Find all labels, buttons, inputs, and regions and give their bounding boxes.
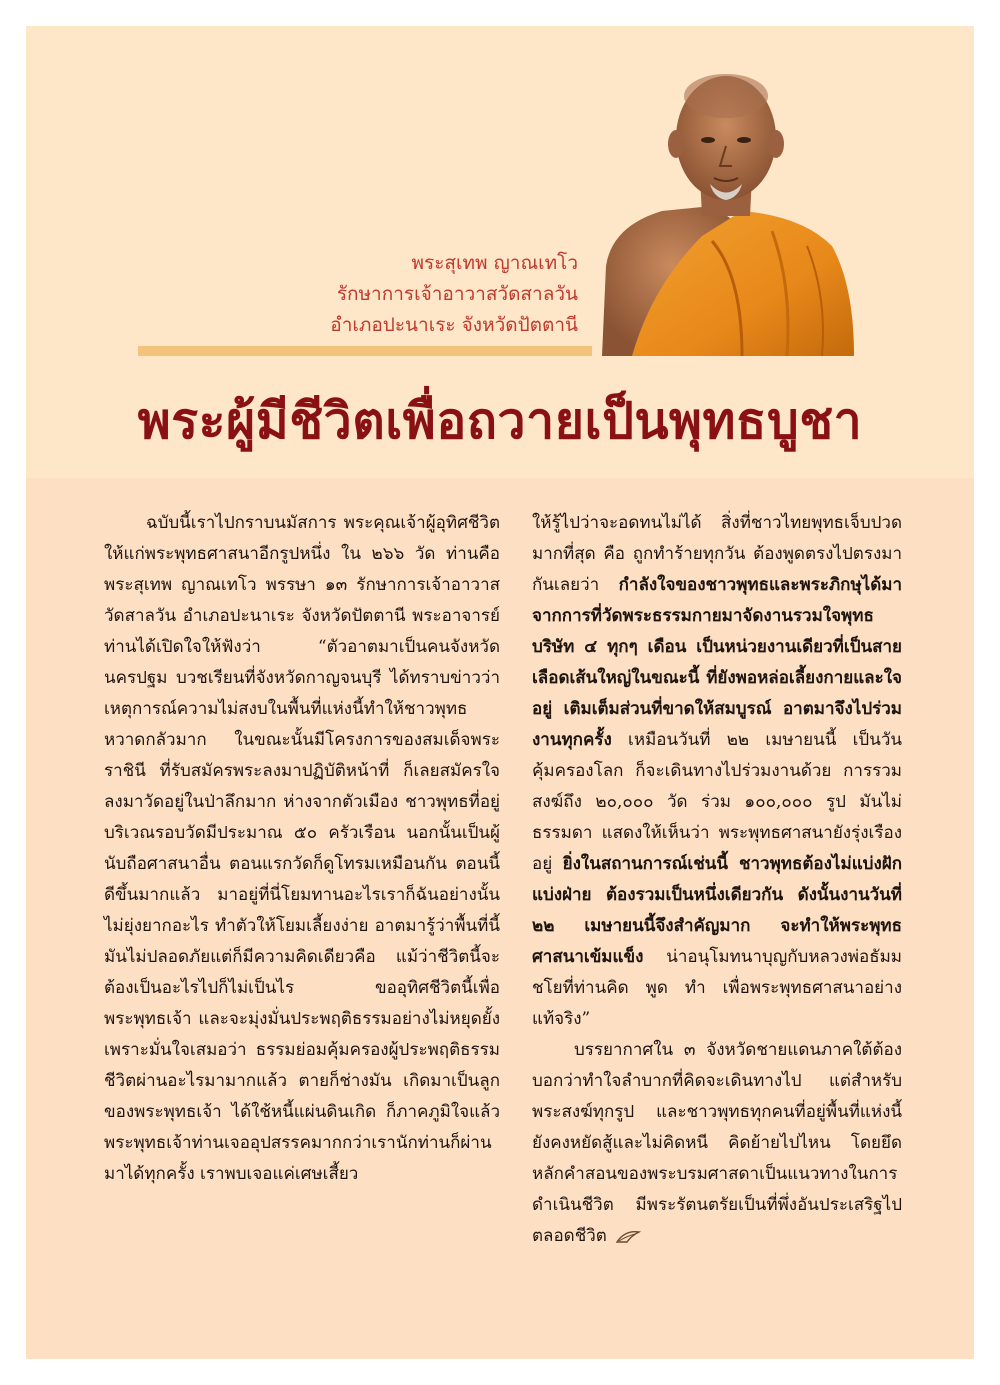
article-paragraph — [532, 508, 902, 1035]
caption-position: รักษาการเจ้าอาวาสวัดสาลวัน — [336, 283, 578, 305]
article-paragraph — [532, 1035, 902, 1252]
paragraph-bold-text: ยิ่งในสถานการณ์เช่นนี้ ชาวพุทธต้องไม่แบ่งฝักแบ่งฝ่าย ต้องรวมเป็นหนึ่งเดียวกัน ดังนั้นงานวันที่ ๒๒ เมษายนนี้จึงสำคัญมาก จะทำให้พระพุทธศาสนาเข้มแข็ง — [532, 854, 902, 967]
paragraph-text: ให้รู้ไปว่าจะอดทนไม่ได้ สิ่งที่ชาวไทยพุทธเจ็บปวดมากที่สุด คือ ถูกทำร้ายทุกวัน ต้องพูดตรงไปตรงมากันเลยว่า — [532, 513, 902, 595]
caption-location: อำเภอปะนาเระ จังหวัดปัตตานี — [330, 314, 578, 336]
article-title: พระผู้มีชีวิตเพื่อถวายเป็นพุทธบูชา — [137, 392, 863, 450]
header-band — [26, 26, 974, 478]
paragraph-text: น่าอนุโมทนาบุญกับหลวงพ่อธัมมชโยที่ท่านคิด พูด ทำ เพื่อพระพุทธศาสนาอย่างแท้จริง” — [532, 947, 902, 1029]
caption-name: พระสุเทพ ญาณเทโว — [411, 252, 578, 274]
article-paragraph: ฉบับนี้เราไปกราบนมัสการ พระคุณเจ้าผู้อุทิศชีวิตให้แก่พระพุทธศาสนาอีกรูปหนึ่ง ใน ๒๖๖ วัด ท่านคือ พระสุเทพ ญาณเทโว พรรษา ๑๓ รักษาการเจ้าอาวาสวัดสาลวัน อำเภอปะนาเระ จังหวัดปัตตานี พระอาจารย์ท่านได้เปิดใจให้ฟังว่า “ตัวอาตมาเป็นคนจังหวัดนครปฐม บวชเรียนที่จังหวัดกาญจนบุรี ได้ทราบข่าวว่าเหตุการณ์ความไม่สงบในพื้นที่แห่งนี้ทำให้ชาวพุทธหวาดกลัวมาก ในขณะนั้นมีโครงการของสมเด็จพระราชินี ที่รับสมัครพระลงมาปฏิบัติหน้าที่ ก็เลยสมัครใจลงมาวัดอยู่ในป่าลึกมาก ห่างจากตัวเมือง ชาวพุทธที่อยู่บริเวณรอบวัดมีประมาณ ๕๐ ครัวเรือน นอกนั้นเป็นผู้นับถือศาสนาอื่น ตอนแรกวัดก็ดูโทรมเหมือนกัน ตอนนี้ดีขึ้นมากแล้ว มาอยู่ที่นี่โยมทานอะไรเราก็ฉันอย่างนั้น ไม่ยุ่งยากอะไร ทำตัวให้โยมเลี้ยงง่าย อาตมารู้ว่าพื้นที่นี้มันไม่ปลอดภัยแต่ก็มีความคิดเดียวคือ แม้ว่าชีวิตนี้จะต้องเป็นอะไรไปก็ไม่เป็นไร ขออุทิศชีวิตนี้เพื่อพระพุทธเจ้า และจะมุ่งมั่นประพฤติธรรมอย่างไม่หยุดยั้ง เพราะมั่นใจเสมอว่า ธรรมย่อมคุ้มครองผู้ประพฤติธรรม ชีวิตผ่านอะไรมามากแล้ว ตายก็ช่างมัน เกิดมาเป็นลูกของพระพุทธเจ้า ได้ใช้หนี้แผ่นดินเกิด ก็ภาคภูมิใจแล้ว พระพุทธเจ้าท่านเจออุปสรรคมากกว่าเรานักท่านก็ผ่านมาได้ทุกครั้ง เราพบเจอแค่เศษเสี้ยว — [104, 513, 500, 1184]
paragraph-bold-text: กำลังใจของชาวพุทธและพระภิกษุได้มาจากการที่วัดพระธรรมกายมาจัดงานรวมใจพุทธบริษัท ๔ ทุกๆ เดือน เป็นหน่วยงานเดียวที่เป็นสายเลือดเส้นใหญ่ในขณะนี้ ที่ยังพอหล่อเลี้ยงกายและใจอยู่ เติมเต็มส่วนที่ขาดให้สมบูรณ์ อาตมาจึงไปร่วมงานทุกครั้ง — [532, 575, 902, 750]
paragraph-text: บรรยากาศใน ๓ จังหวัดชายแดนภาคใต้ต้องบอกว่าทำใจลำบากที่คิดจะเดินทางไป แต่สำหรับพระสงฆ์ทุกรูป และชาวพุทธทุกคนที่อยู่พื้นที่แห่งนี้ ยังคงหยัดสู้และไม่คิดหนี คิดย้ายไปไหน โดยยึดหลักคำสอนของพระบรมศาสดาเป็นแนวทางในการดำเนินชีวิต มีพระรัตนตรัยเป็นที่พึ่งอันประเสริฐไปตลอดชีวิต — [532, 1040, 902, 1246]
monk-portrait — [592, 66, 874, 356]
leaf-end-mark-icon — [615, 1230, 641, 1244]
caption-rule — [138, 346, 593, 356]
photo-caption — [330, 248, 578, 341]
paragraph-text: เหมือนวันที่ ๒๒ เมษายนนี้ เป็นวันคุ้มครองโลก ก็จะเดินทางไปร่วมงานด้วย การรวมสงฆ์ถึง ๒๐,๐๐๐ วัด ร่วม ๑๐๐,๐๐๐ รูป มันไม่ธรรมดา แสดงให้เห็นว่า พระพุทธศาสนายังรุ่งเรืองอยู่ — [532, 730, 903, 874]
magazine-page — [26, 26, 974, 1359]
article-column-right — [532, 508, 902, 1252]
article-column-left — [104, 508, 500, 1190]
